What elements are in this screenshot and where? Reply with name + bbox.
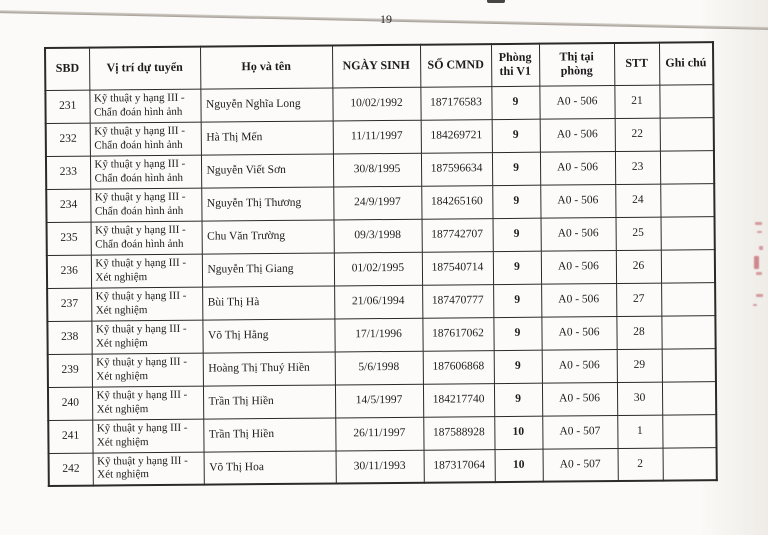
cell-so-cmnd: 187596634 — [421, 152, 492, 186]
cell-ngay-sinh: 24/9/1997 — [333, 186, 421, 220]
column-header-ngay-sinh: NGÀY SINH — [332, 45, 420, 88]
cell-sbd: 238 — [47, 321, 91, 354]
cell-stt: 22 — [615, 118, 660, 151]
cell-phong-thi-v1: 9 — [492, 152, 540, 185]
column-header-sbd: SBD — [45, 48, 89, 90]
cell-ghi-chu — [661, 315, 715, 348]
cell-ho-va-ten: Nguyễn Thị Giang — [202, 252, 334, 286]
cell-ho-va-ten: Nguyễn Thị Thương — [201, 186, 333, 220]
cell-ngay-sinh: 30/8/1995 — [333, 153, 421, 187]
cell-ho-va-ten: Trần Thị Hiền — [203, 417, 335, 451]
cell-phong-thi-v1: 10 — [494, 416, 542, 449]
column-header-stt: STT — [614, 43, 659, 85]
cell-ngay-sinh: 11/11/1997 — [333, 120, 421, 154]
cell-ngay-sinh: 09/3/1998 — [334, 219, 422, 253]
cell-ghi-chu — [661, 216, 715, 249]
cell-thi-tai-phong: A0 - 506 — [541, 316, 616, 350]
cell-vi-tri-du-tuyen: Kỹ thuật y hạng III - Xét nghiệm — [91, 320, 202, 354]
cell-phong-thi-v1: 9 — [491, 86, 539, 119]
cell-stt: 21 — [614, 85, 659, 118]
cell-ho-va-ten: Bùi Thị Hà — [202, 285, 334, 319]
column-header-vi-tri-du-tuyen: Vị trí dự tuyển — [89, 47, 200, 90]
cell-ghi-chu — [663, 447, 717, 480]
cell-so-cmnd: 184269721 — [421, 119, 492, 153]
cell-stt: 30 — [617, 382, 662, 415]
cell-thi-tai-phong: A0 - 506 — [540, 118, 615, 152]
cell-sbd: 235 — [47, 222, 91, 255]
cell-vi-tri-du-tuyen: Kỹ thuật y hạng III - Xét nghiệm — [92, 419, 203, 453]
cell-ghi-chu — [660, 117, 714, 150]
cell-ho-va-ten: Trần Thị Hiền — [203, 384, 335, 418]
cell-ho-va-ten: Hà Thị Mến — [201, 120, 333, 154]
cell-vi-tri-du-tuyen: Kỹ thuật y hạng III - Xét nghiệm — [93, 452, 204, 486]
cell-vi-tri-du-tuyen: Kỹ thuật y hạng III - Chẩn đoán hình ảnh — [89, 89, 200, 123]
cell-so-cmnd: 187617062 — [422, 317, 493, 351]
cell-thi-tai-phong: A0 - 506 — [540, 184, 615, 218]
candidate-exam-table — [44, 41, 718, 487]
ink-bleed-mark — [756, 294, 763, 297]
cell-so-cmnd: 187317064 — [424, 449, 495, 483]
cell-stt: 26 — [616, 250, 661, 283]
cell-ngay-sinh: 17/1/1996 — [334, 318, 422, 352]
cell-stt: 25 — [616, 217, 661, 250]
table-header-row — [45, 42, 713, 90]
table-body — [45, 84, 716, 486]
cell-vi-tri-du-tuyen: Kỹ thuật y hạng III - Xét nghiệm — [92, 353, 203, 387]
cell-vi-tri-du-tuyen: Kỹ thuật y hạng III - Xét nghiệm — [91, 254, 202, 288]
ink-bleed-mark — [753, 304, 757, 306]
ink-bleed-mark — [756, 272, 762, 275]
cell-ngay-sinh: 14/5/1997 — [335, 384, 423, 418]
cell-so-cmnd: 184265160 — [421, 185, 492, 219]
cell-thi-tai-phong: A0 - 506 — [541, 283, 616, 317]
cell-phong-thi-v1: 9 — [494, 350, 542, 383]
cell-thi-tai-phong: A0 - 506 — [541, 217, 616, 251]
cell-stt: 29 — [617, 349, 662, 382]
column-header-ho-va-ten: Họ và tên — [200, 45, 332, 88]
cell-thi-tai-phong: A0 - 507 — [542, 415, 617, 449]
candidate-exam-table-wrapper — [44, 41, 716, 487]
cell-sbd: 242 — [49, 453, 93, 486]
ink-bleed-mark — [754, 256, 759, 269]
cell-vi-tri-du-tuyen: Kỹ thuật y hạng III - Xét nghiệm — [91, 287, 202, 321]
cell-ghi-chu — [662, 348, 716, 381]
cell-sbd: 233 — [46, 156, 90, 189]
column-header-so-cmnd: SỐ CMND — [420, 44, 491, 87]
cell-phong-thi-v1: 9 — [492, 185, 540, 218]
cell-sbd: 236 — [47, 255, 91, 288]
cell-phong-thi-v1: 9 — [492, 119, 540, 152]
cell-thi-tai-phong: A0 - 507 — [543, 448, 618, 482]
cell-vi-tri-du-tuyen: Kỹ thuật y hạng III - Chẩn đoán hình ảnh — [90, 122, 201, 156]
cell-vi-tri-du-tuyen: Kỹ thuật y hạng III - Xét nghiệm — [92, 386, 203, 420]
cell-ngay-sinh: 30/11/1993 — [336, 450, 424, 484]
cell-sbd: 237 — [47, 288, 91, 321]
cell-phong-thi-v1: 9 — [493, 317, 541, 350]
cell-stt: 1 — [617, 415, 662, 448]
cell-ho-va-ten: Võ Thị Hoa — [204, 450, 336, 484]
cell-sbd: 239 — [48, 354, 92, 387]
cell-so-cmnd: 187742707 — [422, 218, 493, 252]
column-header-ghi-chu: Ghi chú — [659, 42, 713, 84]
ink-bleed-mark — [757, 231, 762, 233]
cell-ghi-chu — [660, 183, 714, 216]
cell-vi-tri-du-tuyen: Kỹ thuật y hạng III - Chẩn đoán hình ảnh — [91, 221, 202, 255]
cell-ho-va-ten: Nguyễn Viết Sơn — [201, 153, 333, 187]
cell-ho-va-ten: Nguyễn Nghĩa Long — [200, 87, 332, 121]
cell-sbd: 241 — [48, 420, 92, 453]
column-header-thi-tai-phong: Thị tại phòng — [539, 43, 614, 86]
cell-ngay-sinh: 01/02/1995 — [334, 252, 422, 286]
cell-ghi-chu — [662, 414, 716, 447]
cell-stt: 24 — [615, 184, 660, 217]
cell-stt: 28 — [616, 316, 661, 349]
page-number: 19 — [380, 12, 392, 26]
cell-thi-tai-phong: A0 - 506 — [542, 349, 617, 383]
cell-vi-tri-du-tuyen: Kỹ thuật y hạng III - Chẩn đoán hình ảnh — [90, 188, 201, 222]
cell-ngay-sinh: 26/11/1997 — [335, 417, 423, 451]
cell-phong-thi-v1: 9 — [494, 383, 542, 416]
cell-so-cmnd: 187470777 — [422, 284, 493, 318]
cell-ngay-sinh: 21/06/1994 — [334, 285, 422, 319]
cell-so-cmnd: 187606868 — [423, 350, 494, 384]
cell-stt: 23 — [615, 151, 660, 184]
column-header-phong-thi-v1: Phòng thi V1 — [491, 44, 539, 86]
ink-bleed-mark — [759, 246, 763, 250]
cell-phong-thi-v1: 9 — [493, 218, 541, 251]
cell-stt: 2 — [618, 448, 663, 481]
cell-ho-va-ten: Chu Văn Trường — [202, 219, 334, 253]
cell-ho-va-ten: Võ Thị Hằng — [202, 318, 334, 352]
cell-thi-tai-phong: A0 - 506 — [542, 382, 617, 416]
table-row — [49, 447, 717, 486]
table-header — [45, 42, 713, 90]
cell-so-cmnd: 187540714 — [422, 251, 493, 285]
cell-ghi-chu — [660, 150, 714, 183]
cell-phong-thi-v1: 10 — [495, 449, 543, 482]
cell-sbd: 234 — [46, 189, 90, 222]
cell-vi-tri-du-tuyen: Kỹ thuật y hạng III - Chẩn đoán hình ảnh — [90, 155, 201, 189]
cell-so-cmnd: 187588928 — [423, 416, 494, 450]
cell-sbd: 232 — [46, 123, 90, 156]
cell-stt: 27 — [616, 283, 661, 316]
cell-thi-tai-phong: A0 - 506 — [540, 151, 615, 185]
scan-artifact-mark — [487, 0, 505, 3]
ink-bleed-mark — [755, 222, 762, 225]
cell-so-cmnd: 187176583 — [420, 86, 491, 120]
cell-phong-thi-v1: 9 — [493, 251, 541, 284]
cell-phong-thi-v1: 9 — [493, 284, 541, 317]
cell-ngay-sinh: 5/6/1998 — [335, 351, 423, 385]
cell-so-cmnd: 184217740 — [423, 383, 494, 417]
cell-ghi-chu — [662, 381, 716, 414]
cell-thi-tai-phong: A0 - 506 — [541, 250, 616, 284]
cell-thi-tai-phong: A0 - 506 — [539, 85, 614, 119]
cell-ngay-sinh: 10/02/1992 — [332, 87, 420, 121]
cell-ghi-chu — [661, 282, 715, 315]
cell-sbd: 231 — [45, 90, 89, 123]
cell-sbd: 240 — [48, 387, 92, 420]
cell-ghi-chu — [659, 84, 713, 117]
cell-ghi-chu — [661, 249, 715, 282]
cell-ho-va-ten: Hoàng Thị Thuý Hiền — [203, 351, 335, 385]
